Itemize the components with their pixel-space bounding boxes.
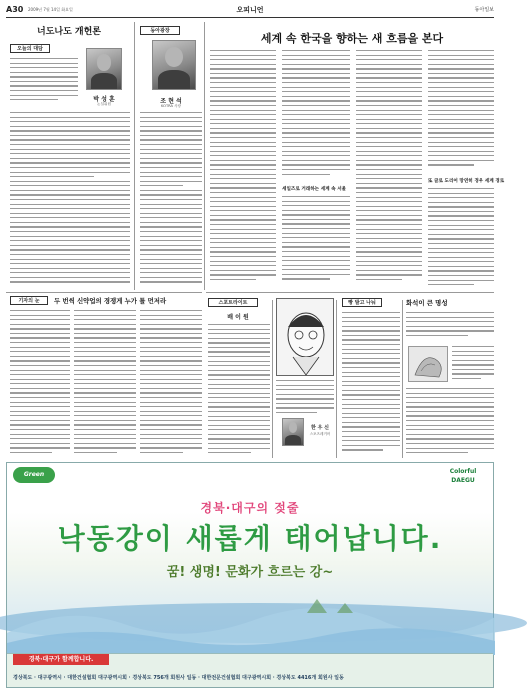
sports-body bbox=[208, 324, 270, 458]
brand-name: 동아일보 bbox=[474, 7, 494, 13]
reader-body bbox=[406, 312, 494, 342]
left-author-title: 논설위원 bbox=[97, 102, 111, 106]
reader-illustration bbox=[408, 346, 448, 382]
left-author-name: 박 성 훈 bbox=[93, 96, 115, 103]
ad-kicker: 경북·대구의 젖줄 bbox=[200, 501, 300, 515]
reader-headline: 화석이 큰 명성 bbox=[406, 299, 448, 307]
right-subhead: 또 글로 도리어 망연히 경우 세계 경로 bbox=[428, 179, 505, 184]
main-article-body bbox=[210, 50, 276, 288]
reader-body bbox=[406, 388, 494, 458]
center-column-label: 동아광장 bbox=[140, 26, 180, 35]
section-title: 오피니언 bbox=[236, 6, 264, 14]
main-article-body bbox=[428, 50, 494, 174]
sports-label: 스포트라이트 bbox=[208, 298, 258, 307]
caricature-illustration bbox=[276, 298, 334, 376]
advertisement-banner[interactable] bbox=[6, 462, 494, 688]
essay-body bbox=[74, 310, 136, 458]
essay-body bbox=[10, 310, 70, 458]
author-photo bbox=[152, 40, 196, 90]
landscape-graphic bbox=[7, 583, 495, 655]
main-subhead: 세일즈로 거래하는 세계 속 서울 bbox=[282, 187, 347, 192]
main-headline: 세계 속 한국을 향하는 새 흐름을 본다 bbox=[260, 32, 444, 45]
page-number: A30 bbox=[6, 5, 24, 14]
ad-sponsors: 경상북도 · 대구광역시 · 대한건설협회 대구광역시회 · 경상북도 756개 회원사 일동 · 대한전문건설협회 대구광역시회 · 경상북도 4416개 회원사 일동 bbox=[13, 675, 344, 681]
letters-body bbox=[342, 312, 400, 458]
main-article-body bbox=[282, 196, 350, 288]
essay-label: 기자의 눈 bbox=[10, 296, 48, 305]
left-column-body bbox=[10, 112, 130, 288]
mid-author-title: 스포츠레거어 bbox=[309, 432, 331, 436]
main-article-body bbox=[356, 50, 422, 288]
section-divider bbox=[6, 292, 202, 293]
author-photo bbox=[86, 48, 122, 90]
section-divider bbox=[206, 292, 494, 293]
column-divider bbox=[402, 300, 403, 458]
reader-body bbox=[452, 346, 494, 384]
ad-logo-right bbox=[439, 467, 487, 487]
left-column-headline: 너도나도 개헌론 bbox=[37, 27, 101, 37]
letters-label: 빵 발고 나눠 bbox=[342, 298, 382, 307]
essay-headline: 두 번씩 신약업의 경쟁게 누가 틀 먼저라 bbox=[54, 297, 167, 305]
masthead bbox=[6, 4, 494, 18]
issue-date: 2009년 7월 14일 화요일 bbox=[28, 7, 73, 12]
column-divider bbox=[204, 22, 205, 290]
essay-body bbox=[140, 310, 202, 458]
mid-author-name: 한 우 신 bbox=[311, 425, 329, 431]
ad-subheadline: 꿈! 생명! 문화가 흐르는 강~ bbox=[166, 565, 334, 580]
ad-logo-left: Green bbox=[13, 467, 55, 483]
ad-tagline: 경북·대구가 함께합니다. bbox=[13, 654, 109, 665]
column-divider bbox=[134, 22, 135, 290]
column-divider bbox=[272, 300, 273, 458]
ad-logo-right-text: Colorful DAEGU bbox=[449, 468, 477, 484]
fossil-icon bbox=[409, 347, 449, 383]
center-author-title: KOTRA 사장 bbox=[160, 104, 182, 108]
caricature-face-icon bbox=[277, 299, 335, 377]
center-column-body bbox=[140, 112, 202, 288]
column-divider bbox=[336, 300, 337, 458]
left-column-label: 오늘의 대담 bbox=[10, 44, 50, 53]
center-author-name: 조 현 석 bbox=[160, 98, 182, 105]
left-column-body bbox=[10, 58, 78, 108]
main-article-body bbox=[282, 50, 350, 182]
ad-headline: 낙동강이 새롭게 태어납니다. bbox=[57, 522, 443, 555]
sports-body bbox=[276, 380, 334, 416]
author-photo bbox=[282, 418, 304, 446]
main-article-body bbox=[428, 188, 494, 288]
sports-author-name: 배 이 원 bbox=[227, 314, 249, 321]
